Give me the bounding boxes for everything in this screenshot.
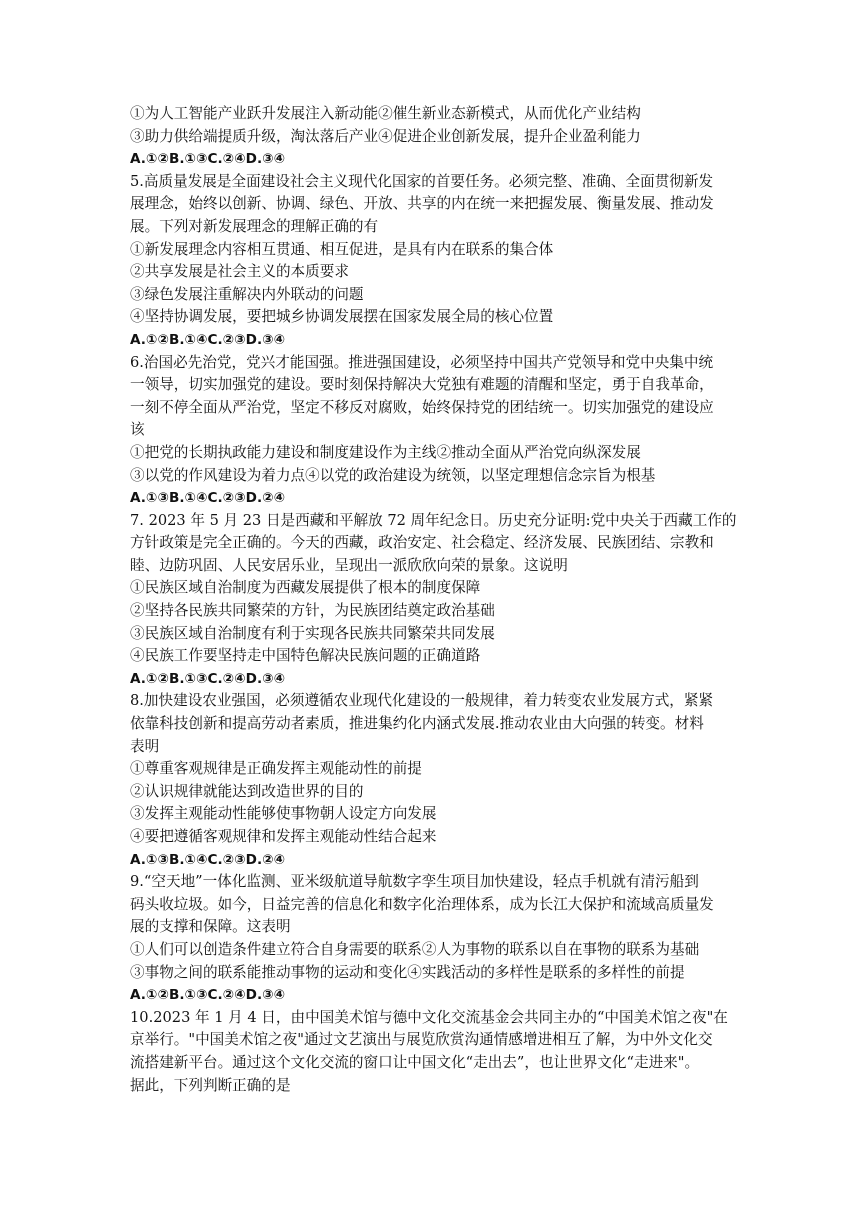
question-stem: 依靠科技创新和提高劳动者素质，推进集约化内涵式发展.推动农业由大向强的转变。材料 [130,715,704,733]
document-page [130,103,770,1097]
question-stem: 8.加快建设农业强国，必须遵循农业现代化建设的一般规律，着力转变农业发展方式，紧紧 [130,692,714,710]
choice-item: ①人们可以创造条件建立符合自身需要的联系②人为事物的联系以自在事物的联系为基础 [130,940,700,958]
answer-options: A.①②B.①④C.②③D.③④ [130,331,286,348]
answer-options: A.①②B.①③C.②④D.③④ [130,151,286,168]
question-stem: 据此，下列判断正确的是 [130,1076,291,1094]
choice-item: ③民族区域自治制度有利于实现各民族共同繁荣共同发展 [130,624,495,642]
question-stem: 方针政策是完全正确的。今天的西藏，政治安定、社会稳定、经济发展、民族团结、宗教和 [130,534,714,552]
question-stem: 一刻不停全面从严治党，坚定不移反对腐败，始终保持党的团结统一。切实加强党的建设应 [130,398,714,416]
choice-item: ③绿色发展注重解决内外联动的问题 [130,285,364,303]
question-8 [130,690,770,871]
choice-item: ④民族工作要坚持走中国特色解决民族问题的正确道路 [130,647,481,665]
question-6 [130,352,770,510]
question-stem: 7. 2023 年 5 月 23 日是西藏和平解放 72 周年纪念日。历史充分证明:党中央关于西藏工作的 [130,511,737,529]
question-stem: 流搭建新平台。通过这个文化交流的窗口让中国文化“走出去”，也让世界文化“走进来"。 [130,1053,700,1071]
choice-item: ③事物之间的联系能推动事物的运动和变化④实践活动的多样性是联系的多样性的前提 [130,963,685,981]
question-7 [130,510,770,691]
question-4-tail [130,103,770,171]
choice-item: ②共享发展是社会主义的本质要求 [130,263,349,281]
choice-item: ②坚持各民族共同繁荣的方针，为民族团结奠定政治基础 [130,602,495,620]
choice-item: ③发挥主观能动性能够使事物朝人设定方向发展 [130,805,437,823]
text-line: ①为人工智能产业跃升发展注入新动能②催生新业态新模式，从而优化产业结构 [130,105,641,122]
question-9 [130,871,770,1007]
answer-options: A.①②B.①③C.②④D.③④ [130,987,286,1004]
choice-item: ①新发展理念内容相互贯通、相互促进，是具有内在联系的集合体 [130,240,554,258]
answer-options: A.①③B.①④C.②③D.②④ [130,851,286,868]
answer-options: A.①③B.①④C.②③D.②④ [130,490,286,507]
text-line: ③助力供给端提质升级，淘汰落后产业④促进企业创新发展，提升企业盈利能力 [130,127,641,145]
question-stem: 睦、边防巩固、人民安居乐业，呈现出一派欣欣向荣的景象。这说明 [130,556,568,574]
question-stem: 表明 [130,737,160,755]
question-stem: 该 [130,421,145,439]
question-5 [130,171,770,352]
question-stem: 9.“空天地”一体化监测、亚米级航道导航数字孪生项目加快建设，轻点手机就有清污船到 [130,873,699,891]
question-10 [130,1007,770,1097]
question-stem: 展。下列对新发展理念的理解正确的有 [130,217,379,235]
question-stem: 码头收垃圾。如今，日益完善的信息化和数字化治理体系，成为长江大保护和流域高质量发 [130,895,714,913]
question-stem: 5.高质量发展是全面建设社会主义现代化国家的首要任务。必须完整、准确、全面贯彻新发 [130,172,714,190]
question-stem: 一领导，切实加强党的建设。要时刻保持解决大党独有难题的清醒和坚定，勇于自我革命， [130,376,714,394]
choice-item: ①民族区域自治制度为西藏发展提供了根本的制度保障 [130,579,481,597]
choice-item: ②认识规律就能达到改造世界的目的 [130,782,364,800]
choice-item: ④要把遵循客观规律和发挥主观能动性结合起来 [130,828,437,845]
choice-item: ④坚持协调发展，要把城乡协调发展摆在国家发展全局的核心位置 [130,308,554,326]
choice-item: ①尊重客观规律是正确发挥主观能动性的前提 [130,760,422,778]
choice-item: ①把党的长期执政能力建设和制度建设作为主线②推动全面从严治党向纵深发展 [130,443,641,461]
question-stem: 展的支撑和保障。这表明 [130,918,291,936]
answer-options: A.①②B.①③C.②④D.③④ [130,670,286,687]
question-stem: 京举行。"中国美术馆之夜"通过文艺演出与展览欣赏沟通情感增进相互了解，为中外文化交 [130,1031,713,1049]
choice-item: ③以党的作风建设为着力点④以党的政治建设为统领，以坚定理想信念宗旨为根基 [130,466,656,484]
question-stem: 6.治国必先治党，党兴才能国强。推进强国建设，必须坚持中国共产党领导和党中央集中统 [130,353,714,371]
question-stem: 展理念，始终以创新、协调、绿色、开放、共享的内在统一来把握发展、衡量发展、推动发 [130,195,714,213]
question-stem: 10.2023 年 1 月 4 日，由中国美术馆与德中文化交流基金会共同主办的“中国美术馆之夜"在 [130,1008,728,1026]
